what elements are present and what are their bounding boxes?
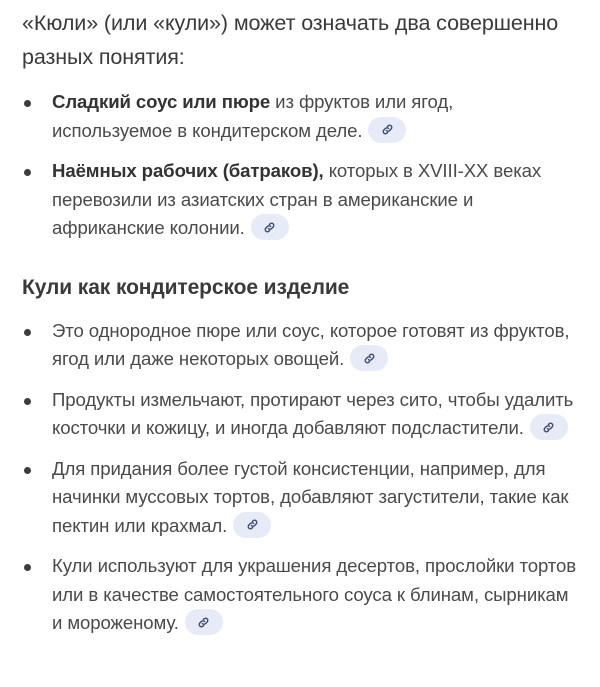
list-item [22,386,578,443]
item-text: из фруктов или ягод, используемое в кондитерском деле. [52,91,454,141]
link-icon [263,221,276,234]
link-icon [381,123,394,136]
bullet-icon [24,398,31,405]
list-item [22,88,578,145]
bullet-icon [24,564,31,571]
list-item [22,317,578,374]
link-icon [542,421,555,434]
term-bold: Наёмных рабочих (батраков), [52,160,324,181]
bullet-icon [24,169,31,176]
source-link-button[interactable] [233,512,271,538]
source-link-button[interactable] [530,414,568,440]
section-heading: Кули как кондитерское изделие [22,275,350,299]
source-link-button[interactable] [350,345,388,371]
section-list [22,317,578,638]
list-item [22,552,578,638]
list-item [22,455,578,541]
bullet-icon [24,100,31,107]
item-text: Кули используют для украшения десертов, прослойки тортов или в качестве самостоятельного соуса к блинам, сырникам и мороженому. [52,555,577,633]
list-item [22,157,578,243]
bullet-icon [24,467,31,474]
source-link-button[interactable] [368,117,406,143]
intro-paragraph: «Кюли» (или «кули») может означать два совершенно разных понятия: [22,11,559,69]
item-text: Это однородное пюре или соус, которое готовят из фруктов, ягод или даже некоторых овощей. [52,319,570,369]
link-icon [363,352,376,365]
source-link-button[interactable] [185,609,223,635]
bullet-icon [24,329,31,336]
item-text: Продукты измельчают, протирают через сито, чтобы удалить косточки и кожицу, и иногда добавляют подсластители. [52,388,574,438]
link-icon [197,616,210,629]
link-icon [246,518,259,531]
term-bold: Сладкий соус или пюре [52,91,271,112]
source-link-button[interactable] [251,214,289,240]
item-text: Для придания более густой консистенции, например, для начинки муссовых тортов, добавляют загустители, такие как пектин или крахмал. [52,457,569,536]
meanings-list [22,88,578,243]
item-text: которых в XVIII-XX веках перевозили из азиатских стран в американские и африканские колонии. [52,160,542,238]
